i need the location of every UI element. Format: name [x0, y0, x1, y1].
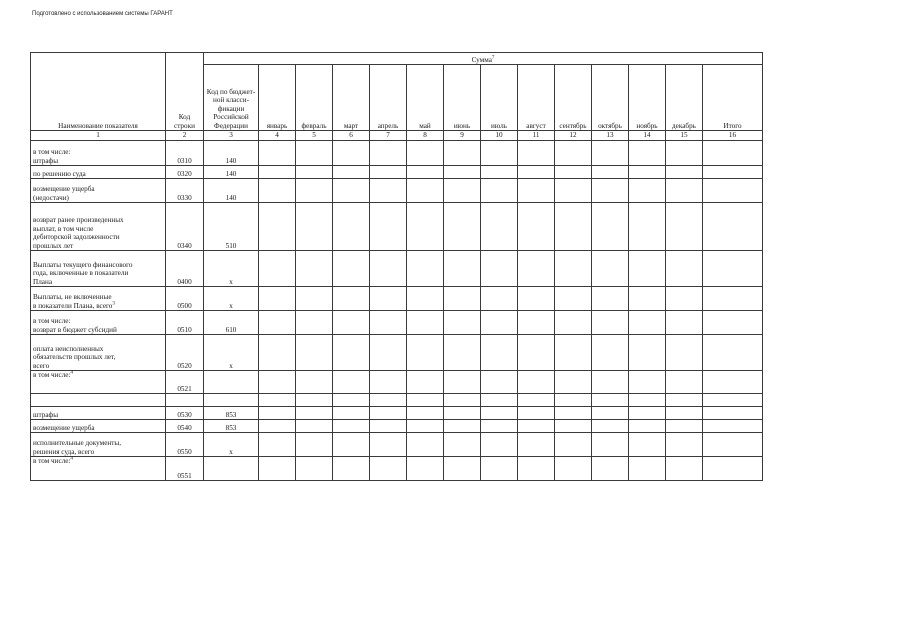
- plan-payments-table: [30, 52, 763, 481]
- column-number: 9: [444, 131, 481, 141]
- row-month-value: [259, 457, 296, 481]
- row-total-value: [703, 251, 763, 287]
- row-month-value: [444, 203, 481, 251]
- row-month-value: [592, 141, 629, 166]
- row-month-value: [259, 371, 296, 394]
- row-total-value: [703, 407, 763, 420]
- row-month-value: [407, 166, 444, 179]
- row-month-value: [444, 394, 481, 407]
- row-total-value: [703, 394, 763, 407]
- row-month-value: [592, 371, 629, 394]
- header-name: Наименование показателя: [31, 53, 166, 131]
- row-month-value: [518, 141, 555, 166]
- row-month-value: [259, 335, 296, 371]
- row-month-value: [666, 420, 703, 433]
- header-code: Код строки: [166, 53, 204, 131]
- row-code: 0521: [166, 371, 204, 394]
- row-total-value: [703, 166, 763, 179]
- header-month: апрель: [370, 65, 407, 131]
- row-month-value: [333, 287, 370, 311]
- row-month-value: [370, 407, 407, 420]
- row-budget-code: 140: [204, 179, 259, 203]
- row-code: 0320: [166, 166, 204, 179]
- row-name-text: в том числе: возврат в бюджет субсидий: [33, 317, 117, 334]
- row-code: [166, 394, 204, 407]
- column-number: 13: [592, 131, 629, 141]
- row-budget-code: 510: [204, 203, 259, 251]
- column-number: 12: [555, 131, 592, 141]
- row-month-value: [555, 371, 592, 394]
- row-month-value: [444, 141, 481, 166]
- row-month-value: [296, 420, 333, 433]
- row-month-value: [444, 251, 481, 287]
- row-budget-code: х: [204, 335, 259, 371]
- row-month-value: [296, 203, 333, 251]
- row-month-value: [666, 371, 703, 394]
- row-month-value: [629, 420, 666, 433]
- row-month-value: [629, 335, 666, 371]
- row-name: [31, 420, 166, 433]
- row-month-value: [296, 251, 333, 287]
- row-month-value: [296, 407, 333, 420]
- table-row: [31, 407, 763, 420]
- row-total-value: [703, 420, 763, 433]
- header-month: декабрь: [666, 65, 703, 131]
- row-month-value: [296, 287, 333, 311]
- row-month-value: [518, 335, 555, 371]
- row-month-value: [333, 433, 370, 457]
- header-summa-footnote: 7: [491, 55, 495, 61]
- row-total-value: [703, 203, 763, 251]
- row-month-value: [555, 203, 592, 251]
- row-month-value: [481, 203, 518, 251]
- row-code: 0550: [166, 433, 204, 457]
- row-month-value: [407, 457, 444, 481]
- row-month-value: [629, 203, 666, 251]
- row-month-value: [370, 394, 407, 407]
- table-row: [31, 335, 763, 371]
- column-number: 14: [629, 131, 666, 141]
- row-month-value: [407, 203, 444, 251]
- row-month-value: [629, 433, 666, 457]
- row-total-value: [703, 335, 763, 371]
- row-month-value: [666, 311, 703, 335]
- column-numbers-row: [31, 131, 763, 141]
- row-code: 0500: [166, 287, 204, 311]
- row-month-value: [518, 311, 555, 335]
- row-budget-code: 610: [204, 311, 259, 335]
- row-month-value: [555, 251, 592, 287]
- row-total-value: [703, 311, 763, 335]
- row-month-value: [370, 287, 407, 311]
- row-month-value: [259, 311, 296, 335]
- row-month-value: [555, 420, 592, 433]
- row-month-value: [444, 407, 481, 420]
- row-month-value: [370, 311, 407, 335]
- column-number: 4: [259, 131, 296, 141]
- row-month-value: [518, 166, 555, 179]
- row-month-value: [481, 433, 518, 457]
- row-month-value: [592, 394, 629, 407]
- row-code: 0530: [166, 407, 204, 420]
- row-month-value: [592, 420, 629, 433]
- row-month-value: [444, 433, 481, 457]
- row-month-value: [555, 457, 592, 481]
- row-month-value: [666, 457, 703, 481]
- row-month-value: [370, 166, 407, 179]
- row-month-value: [481, 371, 518, 394]
- row-month-value: [555, 311, 592, 335]
- row-month-value: [629, 179, 666, 203]
- row-month-value: [333, 371, 370, 394]
- row-month-value: [592, 407, 629, 420]
- table-row: [31, 311, 763, 335]
- row-month-value: [407, 433, 444, 457]
- row-name: [31, 287, 166, 311]
- row-month-value: [259, 394, 296, 407]
- row-code: 0330: [166, 179, 204, 203]
- row-name-text: Выплаты, не включенные в показатели Плана, всего: [33, 293, 113, 310]
- row-total-value: [703, 433, 763, 457]
- row-month-value: [666, 179, 703, 203]
- row-month-value: [518, 457, 555, 481]
- row-month-value: [666, 287, 703, 311]
- row-month-value: [481, 179, 518, 203]
- row-code: 0520: [166, 335, 204, 371]
- row-month-value: [629, 394, 666, 407]
- row-month-value: [296, 166, 333, 179]
- row-month-value: [481, 251, 518, 287]
- row-month-value: [518, 420, 555, 433]
- row-month-value: [518, 433, 555, 457]
- row-month-value: [666, 251, 703, 287]
- row-code: 0510: [166, 311, 204, 335]
- row-month-value: [666, 166, 703, 179]
- row-budget-code: 853: [204, 407, 259, 420]
- header-month: ноябрь: [629, 65, 666, 131]
- row-month-value: [629, 371, 666, 394]
- row-name-text: возмещение ущерба (недостачи): [33, 185, 95, 202]
- row-month-value: [481, 166, 518, 179]
- table-row: [31, 420, 763, 433]
- column-number: 11: [518, 131, 555, 141]
- row-month-value: [296, 433, 333, 457]
- row-month-value: [629, 311, 666, 335]
- row-month-value: [518, 394, 555, 407]
- row-month-value: [333, 251, 370, 287]
- row-month-value: [370, 433, 407, 457]
- column-number: 16: [703, 131, 763, 141]
- column-number: 6: [333, 131, 370, 141]
- row-month-value: [629, 407, 666, 420]
- row-month-value: [592, 203, 629, 251]
- header-month: январь: [259, 65, 296, 131]
- table-row: [31, 287, 763, 311]
- row-month-value: [518, 179, 555, 203]
- column-number: 2: [166, 131, 204, 141]
- row-month-value: [296, 394, 333, 407]
- row-budget-code: [204, 394, 259, 407]
- row-month-value: [444, 457, 481, 481]
- column-number: 5: [296, 131, 333, 141]
- row-month-value: [333, 141, 370, 166]
- row-month-value: [259, 433, 296, 457]
- row-month-value: [518, 407, 555, 420]
- row-name: [31, 311, 166, 335]
- row-month-value: [259, 420, 296, 433]
- row-budget-code: 140: [204, 166, 259, 179]
- row-month-value: [407, 420, 444, 433]
- row-month-value: [370, 141, 407, 166]
- column-number: 8: [407, 131, 444, 141]
- row-month-value: [407, 407, 444, 420]
- row-name: [31, 203, 166, 251]
- row-month-value: [666, 433, 703, 457]
- row-month-value: [555, 407, 592, 420]
- table-row: [31, 371, 763, 394]
- row-month-value: [370, 335, 407, 371]
- row-month-value: [333, 420, 370, 433]
- row-month-value: [481, 394, 518, 407]
- row-total-value: [703, 179, 763, 203]
- row-budget-code: 853: [204, 420, 259, 433]
- row-month-value: [444, 179, 481, 203]
- row-name-text: возмещение ущерба: [33, 423, 95, 432]
- row-name: [31, 166, 166, 179]
- row-month-value: [629, 251, 666, 287]
- row-month-value: [444, 335, 481, 371]
- row-footnote: 3: [112, 301, 115, 307]
- row-month-value: [333, 335, 370, 371]
- row-month-value: [629, 166, 666, 179]
- row-name: [31, 407, 166, 420]
- row-month-value: [592, 287, 629, 311]
- row-month-value: [296, 179, 333, 203]
- row-month-value: [481, 457, 518, 481]
- table-row: [31, 457, 763, 481]
- row-month-value: [481, 420, 518, 433]
- row-month-value: [259, 287, 296, 311]
- row-name: [31, 141, 166, 166]
- row-month-value: [333, 203, 370, 251]
- row-month-value: [444, 166, 481, 179]
- row-code: 0340: [166, 203, 204, 251]
- row-month-value: [555, 179, 592, 203]
- row-total-value: [703, 457, 763, 481]
- row-month-value: [555, 141, 592, 166]
- row-month-value: [296, 335, 333, 371]
- row-month-value: [592, 335, 629, 371]
- row-footnote: 4: [70, 456, 73, 462]
- table-row: [31, 433, 763, 457]
- row-month-value: [259, 251, 296, 287]
- row-month-value: [370, 457, 407, 481]
- row-month-value: [666, 394, 703, 407]
- table-row: [31, 251, 763, 287]
- row-name: [31, 433, 166, 457]
- row-code: 0551: [166, 457, 204, 481]
- row-budget-code: х: [204, 433, 259, 457]
- table-row: [31, 141, 763, 166]
- row-budget-code: 140: [204, 141, 259, 166]
- row-month-value: [333, 457, 370, 481]
- row-month-value: [629, 287, 666, 311]
- row-month-value: [518, 287, 555, 311]
- row-month-value: [518, 203, 555, 251]
- header-month: май: [407, 65, 444, 131]
- row-month-value: [370, 179, 407, 203]
- row-month-value: [333, 407, 370, 420]
- row-month-value: [259, 179, 296, 203]
- row-month-value: [666, 203, 703, 251]
- header-month: июнь: [444, 65, 481, 131]
- row-budget-code: х: [204, 287, 259, 311]
- row-budget-code: [204, 371, 259, 394]
- row-name: [31, 251, 166, 287]
- row-month-value: [444, 371, 481, 394]
- row-month-value: [666, 335, 703, 371]
- row-name: [31, 394, 166, 407]
- row-name-text: по решению суда: [33, 169, 86, 178]
- row-month-value: [333, 166, 370, 179]
- row-code: 0310: [166, 141, 204, 166]
- row-month-value: [333, 394, 370, 407]
- row-month-value: [592, 179, 629, 203]
- row-month-value: [518, 371, 555, 394]
- row-month-value: [629, 141, 666, 166]
- row-month-value: [629, 457, 666, 481]
- column-number: 7: [370, 131, 407, 141]
- row-total-value: [703, 287, 763, 311]
- table-row: [31, 394, 763, 407]
- row-month-value: [666, 407, 703, 420]
- row-month-value: [555, 166, 592, 179]
- row-month-value: [555, 287, 592, 311]
- row-name: [31, 371, 166, 394]
- row-name: [31, 179, 166, 203]
- row-name-text: в том числе: штрафы: [33, 148, 71, 165]
- header-total: Итого: [703, 65, 763, 131]
- row-month-value: [296, 141, 333, 166]
- row-month-value: [592, 433, 629, 457]
- header-summa: [204, 53, 763, 65]
- row-month-value: [518, 251, 555, 287]
- row-month-value: [481, 141, 518, 166]
- row-budget-code: [204, 457, 259, 481]
- row-name-text: штрафы: [33, 410, 59, 419]
- row-name-text: в том числе:: [33, 457, 71, 465]
- row-name-text: оплата неисполненных обязательств прошлых лет, всего: [33, 344, 116, 370]
- row-month-value: [296, 311, 333, 335]
- row-month-value: [407, 141, 444, 166]
- row-month-value: [555, 335, 592, 371]
- row-name-text: Выплаты текущего финансового года, включенные в показатели Плана: [33, 260, 133, 286]
- row-month-value: [555, 433, 592, 457]
- row-name: [31, 457, 166, 481]
- row-month-value: [407, 287, 444, 311]
- row-code: 0540: [166, 420, 204, 433]
- row-month-value: [407, 394, 444, 407]
- row-name-text: возврат ранее произведенных выплат, в том числе дебиторской задолженности прошлых лет: [33, 216, 124, 250]
- table-row: [31, 203, 763, 251]
- row-month-value: [259, 203, 296, 251]
- header-month: сентябрь: [555, 65, 592, 131]
- row-name: [31, 335, 166, 371]
- row-month-value: [481, 287, 518, 311]
- row-month-value: [444, 311, 481, 335]
- header-month: август: [518, 65, 555, 131]
- header-summa-label: Сумма: [471, 55, 492, 64]
- row-name-text: в том числе:: [33, 371, 71, 379]
- row-month-value: [592, 251, 629, 287]
- row-month-value: [259, 407, 296, 420]
- row-code: 0400: [166, 251, 204, 287]
- row-name-text: исполнительные документы, решения суда, всего: [33, 439, 122, 456]
- column-number: 10: [481, 131, 518, 141]
- row-month-value: [666, 141, 703, 166]
- row-month-value: [407, 311, 444, 335]
- header-month: июль: [481, 65, 518, 131]
- row-month-value: [370, 251, 407, 287]
- column-number: 15: [666, 131, 703, 141]
- row-month-value: [555, 394, 592, 407]
- column-number: 1: [31, 131, 166, 141]
- header-budget-code: Код по бюджет-ной класси-фикации Российской Федерации: [204, 65, 259, 131]
- row-month-value: [370, 371, 407, 394]
- row-month-value: [592, 311, 629, 335]
- header-month: март: [333, 65, 370, 131]
- row-month-value: [333, 311, 370, 335]
- row-month-value: [259, 166, 296, 179]
- row-month-value: [407, 371, 444, 394]
- row-budget-code: х: [204, 251, 259, 287]
- header-month: февраль: [296, 65, 333, 131]
- row-month-value: [444, 287, 481, 311]
- row-footnote: 4: [70, 370, 73, 376]
- column-number: 3: [204, 131, 259, 141]
- row-month-value: [592, 457, 629, 481]
- row-month-value: [444, 420, 481, 433]
- row-month-value: [370, 420, 407, 433]
- row-month-value: [481, 311, 518, 335]
- row-month-value: [259, 141, 296, 166]
- row-month-value: [370, 203, 407, 251]
- row-month-value: [481, 335, 518, 371]
- row-month-value: [407, 179, 444, 203]
- row-month-value: [407, 335, 444, 371]
- row-month-value: [296, 457, 333, 481]
- row-month-value: [592, 166, 629, 179]
- table-row: [31, 166, 763, 179]
- row-month-value: [333, 179, 370, 203]
- row-total-value: [703, 371, 763, 394]
- row-month-value: [296, 371, 333, 394]
- prepared-note: Подготовлено с использованием системы ГАРАНТ: [32, 11, 173, 17]
- table-row: [31, 179, 763, 203]
- row-month-value: [407, 251, 444, 287]
- row-month-value: [481, 407, 518, 420]
- header-month: октябрь: [592, 65, 629, 131]
- row-total-value: [703, 141, 763, 166]
